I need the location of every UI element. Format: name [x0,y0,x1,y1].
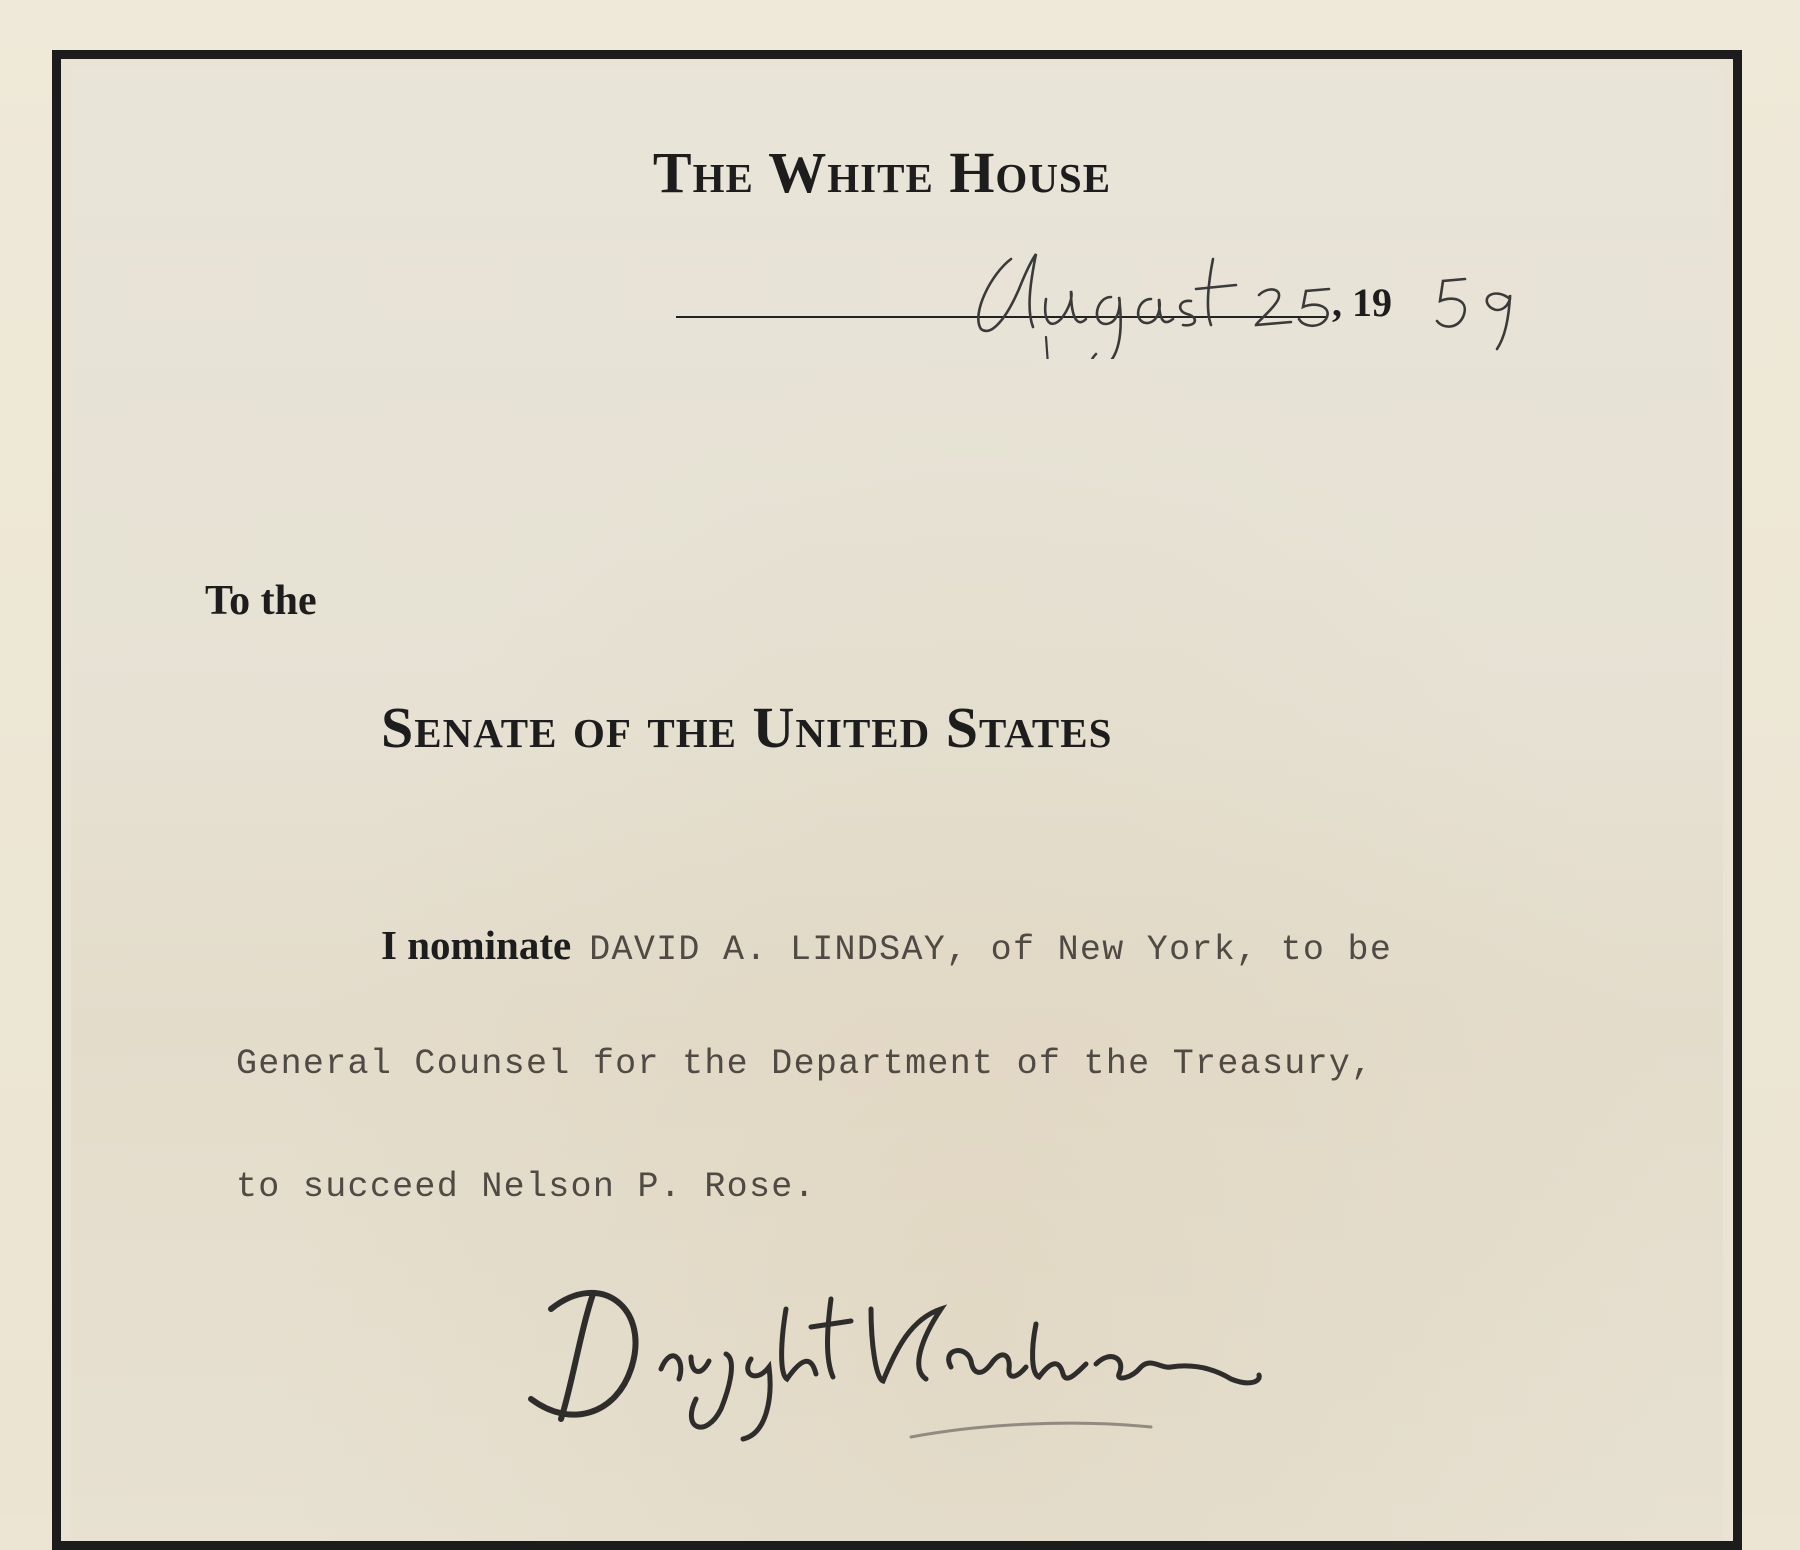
handwritten-year [1435,257,1555,357]
body-line-1 [381,921,1392,970]
nomination-paper [71,69,1723,1541]
document-frame [52,50,1742,1550]
date-year-printed: , 19 [1332,280,1392,325]
letterhead-title: The White House [652,140,1112,205]
body-line-2: General Counsel for the Department of the Treasury, [236,1044,1374,1084]
addressee: Senate of the United States [381,695,1113,760]
nomination-lead: I nominate [381,922,572,968]
body-line-1-text: DAVID A. LINDSAY, of New York, to be [589,930,1393,970]
handwritten-signature [511,1249,1271,1449]
body-line-3: to succeed Nelson P. Rose. [236,1167,816,1207]
salutation: To the [205,578,317,624]
